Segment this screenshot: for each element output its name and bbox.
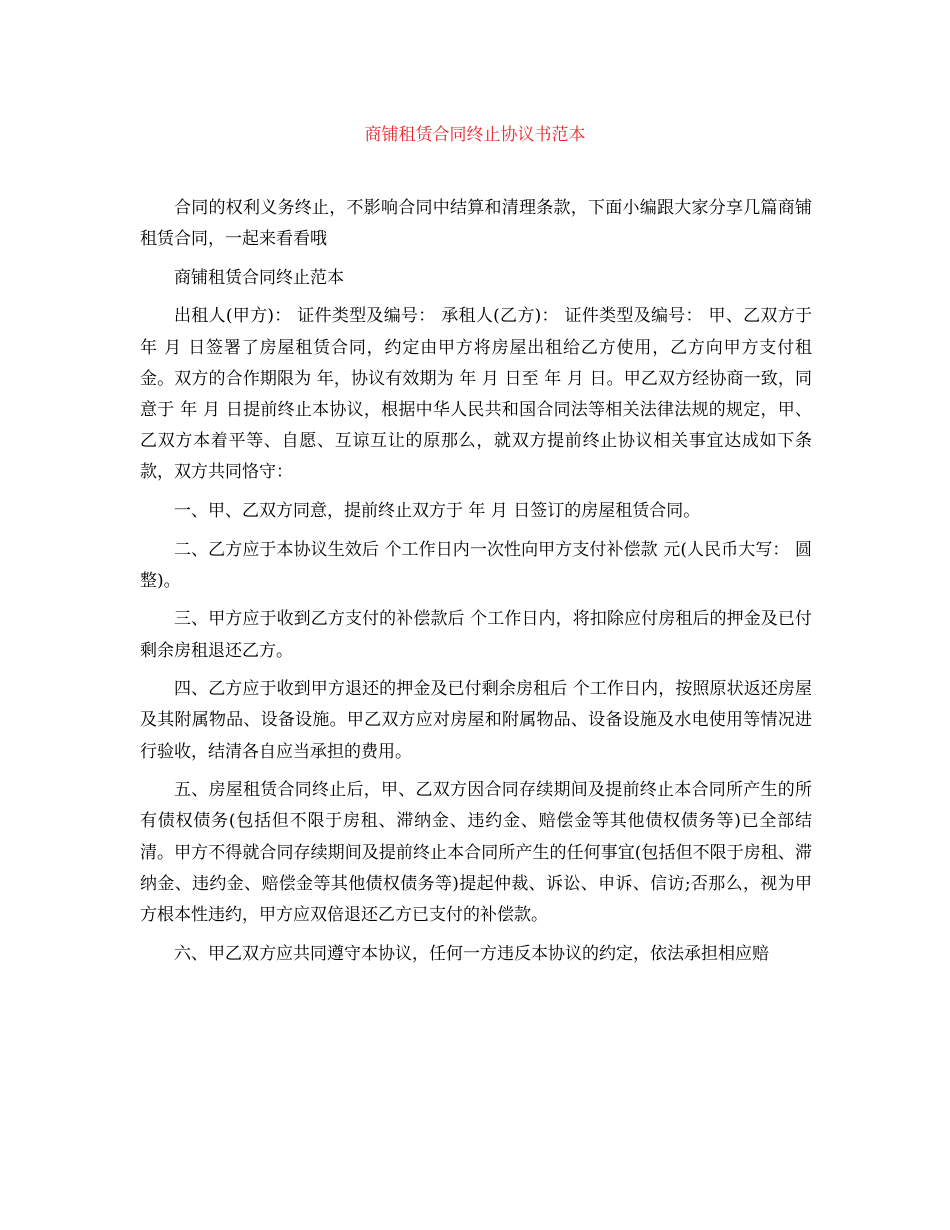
paragraph-clause-5: 五、房屋租赁合同终止后，甲、乙双方因合同存续期间及提前终止本合同所产生的所有债权债务(包括但不限于房租、滞纳金、违约金、赔偿金等其他债权债务等)已全部结清。甲方不得就合同存续期间及提前终止本合同所产生的任何事宜(包括但不限于房租、滞纳金、违约金、赔偿金等其他债权债务等)提起仲裁、诉讼、申诉、信访;否那么，视为甲方根本性违约，甲方应双倍退还乙方已支付的补偿款。: [140, 780, 812, 925]
document-body: [140, 193, 812, 977]
paragraph-parties: 出租人(甲方)： 证件类型及编号： 承租人(乙方)： 证件类型及编号： 甲、乙双方于 年 月 日签署了房屋租赁合同，约定由甲方将房屋出租给乙方使用，乙方向甲方支付租金。双方的合作期限为 年，协议有效期为 年 月 日至 年 月 日。甲乙双方经协商一致，同意于 年 月 日提前终止本协议，根据中华人民共和国合同法等相关法律法规的规定，甲、乙双方本着平等、自愿、互谅互让的原那么，就双方提前终止协议相关事宜达成如下条款，双方共同恪守：: [140, 306, 812, 483]
paragraph-clause-6: 六、甲乙双方应共同遵守本协议，任何一方违反本协议的约定，依法承担相应赔: [174, 943, 769, 964]
paragraph-clause-4: 四、乙方应于收到甲方退还的押金及已付剩余房租后 个工作日内，按照原状返还房屋及其附属物品、设备设施。甲乙双方应对房屋和附属物品、设备设施及水电使用等情况进行验收，结清各自应当承担的费用。: [140, 679, 812, 762]
paragraph-clause-2: 二、乙方应于本协议生效后 个工作日内一次性向甲方支付补偿款 元(人民币大写： 圆整)。: [140, 539, 812, 591]
document-title: 商铺租赁合同终止协议书范本: [364, 125, 586, 145]
paragraph-clause-1: 一、甲、乙双方同意，提前终止双方于 年 月 日签订的房屋租赁合同。: [174, 501, 701, 521]
paragraph-subtitle: 商铺租赁合同终止范本: [174, 267, 344, 288]
paragraph-clause-3: 三、甲方应于收到乙方支付的补偿款后 个工作日内，将扣除应付房租后的押金及已付剩余房租退还乙方。: [140, 609, 812, 661]
paragraph-intro: 合同的权利义务终止，不影响合同中结算和清理条款，下面小编跟大家分享几篇商铺租赁合同，一起来看看哦: [140, 198, 812, 250]
